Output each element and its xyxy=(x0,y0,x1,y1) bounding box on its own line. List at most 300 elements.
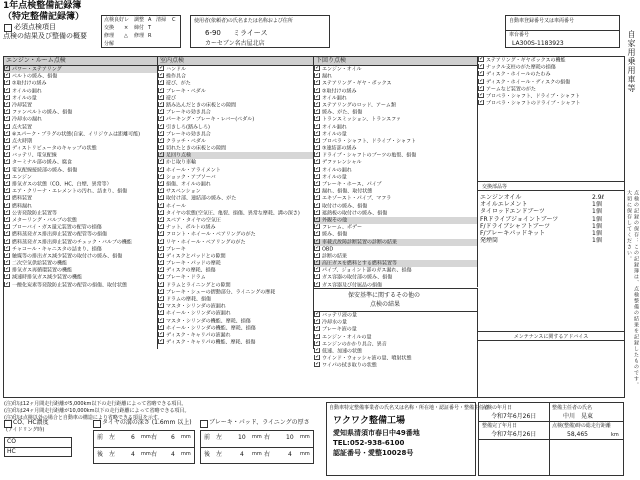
part-row xyxy=(480,208,622,215)
checklist-label: 一酸化炭素等発散防止装置の配管の損傷、取付状態 xyxy=(12,282,128,289)
checklist-label: スペア・タイヤの空気圧 xyxy=(166,217,221,224)
check-box[interactable]: ✓ xyxy=(159,317,165,323)
checklist-label: 操作具合 xyxy=(166,73,187,80)
dates-box xyxy=(478,402,624,476)
check-box[interactable]: ✓ xyxy=(315,281,321,287)
check-box[interactable]: ✓ xyxy=(315,326,321,332)
check-box[interactable]: ✓ xyxy=(5,260,11,266)
checklist-label: ブレーキ・パッドの摩耗 xyxy=(166,260,221,267)
checklist-row xyxy=(314,167,477,174)
check-box[interactable]: ✓ xyxy=(5,130,11,136)
check-box[interactable]: ✓ xyxy=(315,209,321,215)
inspect-date-label: 点検の年月日 xyxy=(482,405,513,411)
checklist-row xyxy=(158,102,313,109)
checklist-label: ガス容器の取付部の緩み、損傷 xyxy=(322,274,393,281)
check-box[interactable]: ✓ xyxy=(159,331,165,337)
checklist-row xyxy=(4,138,157,145)
check-box[interactable]: ✓ xyxy=(5,224,11,230)
checklist-row xyxy=(314,152,477,159)
checklist-row xyxy=(4,73,157,80)
checklist-label: ファンベルトの緩み、損傷 xyxy=(12,109,73,116)
shop-name: ワクワク整備工場 xyxy=(333,416,406,426)
check-box[interactable]: ✓ xyxy=(159,195,165,201)
checklist-label: 切れたときの床板との隙間 xyxy=(166,145,227,152)
check-box[interactable]: ✓ xyxy=(315,355,321,361)
checklist-row xyxy=(478,100,624,107)
checklist-row xyxy=(158,332,313,339)
front-label: 前 xyxy=(97,434,104,441)
right-label: 右 xyxy=(151,434,158,441)
checklist-label: ディスク・ホイール・ディスクの損傷 xyxy=(486,79,571,86)
left-label: 左 xyxy=(216,451,223,458)
check-box[interactable]: ✓ xyxy=(315,202,321,208)
check-box[interactable]: ✓ xyxy=(159,267,165,273)
checklist-label: ②取付けの緩み xyxy=(12,80,47,87)
check-box[interactable]: ✓ xyxy=(159,238,165,244)
checklist-label: ブレーキ・ペダル xyxy=(166,88,206,95)
underbody-header: 下回り点検 xyxy=(314,57,477,66)
legend-symbol: R xyxy=(148,33,152,39)
check-box[interactable]: ✓ xyxy=(315,80,321,86)
check-box[interactable]: ✓ xyxy=(159,296,165,301)
unit-label: mm xyxy=(141,451,151,457)
check-box[interactable]: ✓ xyxy=(5,216,11,222)
checklist-label: 診断の結果 xyxy=(322,253,348,260)
checklist-row xyxy=(314,174,477,181)
part-qty: 1個 xyxy=(592,208,602,216)
checklist-label: トランスミッション、トランスファ xyxy=(322,116,402,123)
checklist-row xyxy=(478,79,624,86)
checklist-row xyxy=(4,145,157,152)
part-name: FRドライブジョイントブーツ xyxy=(480,215,559,223)
check-box[interactable]: ✓ xyxy=(5,116,11,122)
check-box[interactable]: ✓ xyxy=(5,231,11,237)
check-box[interactable]: ✓ xyxy=(315,159,321,165)
part-row xyxy=(480,216,622,223)
checklist-row xyxy=(314,231,477,238)
check-box[interactable]: ✓ xyxy=(159,116,165,122)
check-box[interactable]: ✓ xyxy=(159,224,165,230)
check-box[interactable]: ✓ xyxy=(315,188,321,194)
checklist-row xyxy=(158,109,313,116)
check-box[interactable]: ✓ xyxy=(315,340,321,346)
check-box[interactable]: ✓ xyxy=(159,159,165,165)
shop-box xyxy=(326,402,490,476)
chassis-label: 車台番号 xyxy=(509,32,530,38)
check-box[interactable]: ✓ xyxy=(479,92,485,98)
checklist-label: エンジン・オイル xyxy=(322,66,362,73)
checklist-label: 高圧ガスを燃料とする燃料装置等 xyxy=(322,260,398,267)
checklist-label: ブレーキ・ドラム xyxy=(166,274,206,281)
checklist-label: エンジン・オイルの量 xyxy=(322,334,372,341)
checklist-label: タイヤの状態(空気圧、亀裂、損傷、異常な摩耗、溝の深さ) xyxy=(166,210,300,217)
check-box[interactable]: ✓ xyxy=(479,78,485,84)
check-box[interactable]: ✓ xyxy=(315,252,321,258)
check-box[interactable]: ✓ xyxy=(159,152,165,158)
safety-standard-line2: 点検の結果 xyxy=(370,301,401,308)
check-box[interactable]: ✓ xyxy=(315,145,321,151)
checklist-row xyxy=(4,224,157,231)
check-box[interactable]: ✓ xyxy=(5,173,11,179)
check-box[interactable]: ✓ xyxy=(5,73,11,79)
check-box[interactable]: ✓ xyxy=(315,94,321,100)
checklist-label: デファレンシャル xyxy=(322,159,362,166)
check-box[interactable]: ✓ xyxy=(5,87,11,93)
checklist-row xyxy=(4,217,157,224)
unit-label: mm xyxy=(300,451,310,457)
checklist-label: マスタ・シリンダの液漏れ xyxy=(166,303,226,310)
chassis-number: LA300S-1183923 xyxy=(512,40,564,47)
checklist-label: ホイール xyxy=(166,203,186,210)
check-box[interactable]: ✓ xyxy=(5,267,11,273)
checklist-label: ハンドル xyxy=(166,66,187,73)
check-box[interactable]: ✓ xyxy=(315,319,321,325)
shop-address: 愛知県清須市春日中49番地 xyxy=(333,429,420,437)
checklist-row xyxy=(4,102,157,109)
checklist-label: ③連結部の緩み xyxy=(322,145,357,152)
checklist-row xyxy=(158,124,313,131)
check-box[interactable]: ✓ xyxy=(315,181,321,186)
check-box[interactable]: ✓ xyxy=(159,231,165,237)
check-box[interactable]: ✓ xyxy=(5,137,11,143)
checklist-label: 緩み、がた、損傷 xyxy=(322,109,363,116)
check-box[interactable]: ✓ xyxy=(5,252,11,258)
check-box[interactable]: ✓ xyxy=(479,71,485,77)
check-box[interactable]: ✓ xyxy=(159,94,165,100)
check-box[interactable]: ✓ xyxy=(315,173,321,179)
checklist-row xyxy=(158,246,313,253)
checklist-label: チャコール・キャニスタの詰まり、損傷 xyxy=(12,246,102,253)
check-box[interactable]: ✓ xyxy=(315,166,321,172)
check-box[interactable]: ✓ xyxy=(5,159,11,165)
checklist-row xyxy=(4,159,157,166)
check-box[interactable]: ✓ xyxy=(315,137,321,143)
checklist-label: フロント・ホイール・ベアリングのがた xyxy=(166,231,256,238)
note-line: (注)印は24ヶ月間走行距離が10,000km以下の走行距離によって省略できる項目。 xyxy=(4,408,190,414)
check-box[interactable]: ✓ xyxy=(159,216,165,222)
check-box[interactable]: ✓ xyxy=(159,173,165,179)
checklist-row xyxy=(314,80,477,87)
complete-date-label: 整備完了年月日 xyxy=(482,423,518,429)
checklist-label: かじ取り車輪 xyxy=(166,159,197,166)
checklist-label: ショック・アブソーバ xyxy=(166,174,216,181)
checklist-label: ドラムの摩耗、損傷 xyxy=(166,296,211,303)
checklist-label: ブレーキ・シューの摺動部分、ライニングの摩耗 xyxy=(166,289,276,296)
checklist-row xyxy=(158,152,313,159)
check-box[interactable]: ✓ xyxy=(315,152,321,158)
check-box[interactable]: ✓ xyxy=(5,66,11,71)
checklist-row xyxy=(4,88,157,95)
shop-cert: 認証番号・愛整10028号 xyxy=(333,449,414,457)
check-box[interactable]: ✓ xyxy=(315,73,321,79)
right-label: 右 xyxy=(264,434,271,441)
check-box[interactable]: ✓ xyxy=(479,85,485,91)
check-box[interactable]: ✓ xyxy=(159,145,165,151)
checklist-label: ステアリングのロッド、アーム類 xyxy=(322,102,396,109)
checklist-label: 点火時期 xyxy=(12,138,33,145)
check-box[interactable]: ✓ xyxy=(315,109,321,115)
checklist-label: 損傷、オイルの漏れ xyxy=(166,181,211,188)
checklist-label: OBD xyxy=(322,246,334,253)
checklist-row xyxy=(4,167,157,174)
check-box[interactable]: ✓ xyxy=(315,66,321,71)
section-caption: 点検の結果及び整備の概要 xyxy=(3,32,87,40)
check-box[interactable]: ✓ xyxy=(5,145,11,151)
check-box[interactable]: ✓ xyxy=(5,202,11,208)
check-box[interactable]: ✓ xyxy=(5,166,11,172)
check-box[interactable]: ✓ xyxy=(315,238,321,244)
checklist-row xyxy=(158,203,313,210)
check-box[interactable]: ✓ xyxy=(159,252,165,258)
check-box[interactable]: ✓ xyxy=(5,238,11,244)
check-box[interactable]: ✓ xyxy=(315,130,321,136)
engine-room-header: エンジン・ルーム点検 xyxy=(4,57,157,66)
check-box[interactable]: ✓ xyxy=(5,109,11,115)
checklist-row xyxy=(314,88,477,95)
checklist-label: マスタ・シリンダの機能、摩耗、損傷 xyxy=(166,318,251,325)
checklist-label: ドライブ・シャフトのブーツの亀裂、損傷 xyxy=(322,152,417,159)
checklist-row xyxy=(4,95,157,102)
checklist-row xyxy=(314,224,477,231)
checklist-row xyxy=(4,174,157,181)
checklist-row xyxy=(158,88,313,95)
check-box[interactable]: ✓ xyxy=(315,245,321,251)
legend-item: 修理 xyxy=(104,33,115,39)
checklist-row xyxy=(158,231,313,238)
checklist-label: ブレーキ xyxy=(166,246,186,253)
check-box[interactable]: ✓ xyxy=(5,181,11,186)
check-box[interactable]: ✓ xyxy=(479,57,485,62)
checklist-label: 電気配線接続部の緩み、損傷 xyxy=(12,167,78,174)
check-box[interactable]: ✓ xyxy=(5,188,11,194)
checklist-label: ステアリング・ギヤ・ボックス xyxy=(322,80,392,87)
checklist-row xyxy=(314,66,477,73)
brake-rear-right: 4 xyxy=(288,451,292,458)
check-box[interactable]: ✓ xyxy=(479,100,485,106)
checklist-row xyxy=(478,64,624,71)
check-box[interactable]: ✓ xyxy=(5,245,11,251)
checklist-row xyxy=(314,210,477,217)
checklist-label: ホイール・シリンダの液漏れ xyxy=(166,310,231,317)
checklist-label: オイルの量 xyxy=(322,131,347,138)
checklist-label: 遊び xyxy=(166,95,177,102)
check-box[interactable]: ✓ xyxy=(159,310,165,316)
user-name-prefix: 6-90 xyxy=(205,29,221,37)
legend-item: 締付 xyxy=(134,25,145,31)
unit-label: mm xyxy=(300,434,310,440)
vehicle-info-box xyxy=(505,15,620,48)
checklist-row xyxy=(314,274,477,281)
checklist-row xyxy=(158,274,313,281)
check-box[interactable]: ✓ xyxy=(159,73,165,79)
check-box[interactable]: ✓ xyxy=(315,267,321,273)
checklist-label: ステアリング・ギヤボックスの機能 xyxy=(486,57,566,64)
part-qty: 1個 xyxy=(592,215,602,223)
checklist-label: パイプ、ジョイント部のガス漏れ、損傷 xyxy=(322,267,412,274)
check-box[interactable]: ✓ xyxy=(159,303,165,309)
checklist-row xyxy=(4,210,157,217)
odometer-label: 点検(整備)時の総走行距離 xyxy=(552,423,611,429)
check-box[interactable]: ✓ xyxy=(315,195,321,201)
checklist-row xyxy=(158,282,313,289)
checklist-row xyxy=(158,267,313,274)
checklist-label: ディスク・キャリパの機能、摩耗、損傷 xyxy=(166,339,256,346)
checklist-row xyxy=(4,203,157,210)
checklist-label: ウインド・ウォッシャ液の量、噴射状態 xyxy=(322,355,412,362)
check-box[interactable]: ✓ xyxy=(5,281,11,287)
checklist-row xyxy=(314,195,477,202)
checklist-label: 足回り点検 xyxy=(166,152,192,159)
checklist-row xyxy=(314,260,477,267)
odometer-unit: km xyxy=(611,432,619,438)
checklist-label: オイルの漏れ xyxy=(322,167,352,174)
checklist-label: 公害発散防止装置等 xyxy=(12,210,58,217)
checklist-label: ナックル支柱のがた摩耗の損傷 xyxy=(486,64,556,71)
legend-symbol: レ xyxy=(124,17,130,23)
checklist-row xyxy=(158,181,313,188)
check-box[interactable]: ✓ xyxy=(5,94,11,100)
part-row xyxy=(480,237,622,244)
unit-label: mm xyxy=(141,434,151,440)
rear-label: 後 xyxy=(97,451,104,458)
left-label: 左 xyxy=(216,434,223,441)
check-box[interactable]: ✓ xyxy=(159,181,165,186)
check-box[interactable]: ✓ xyxy=(159,260,165,266)
check-box[interactable]: ✓ xyxy=(315,347,321,353)
check-box[interactable]: ✓ xyxy=(315,87,321,93)
check-box[interactable]: ✓ xyxy=(315,274,321,280)
checklist-label: ブレーキ液の量 xyxy=(322,326,357,333)
checklist-row xyxy=(158,224,313,231)
check-box[interactable]: ✓ xyxy=(315,101,321,107)
co-hc-label: CO、HC濃度 xyxy=(13,419,49,426)
checklist-row xyxy=(158,95,313,102)
check-box[interactable]: ✓ xyxy=(315,312,321,317)
checklist-row xyxy=(314,188,477,195)
checklist-label: フレーム、ボデー xyxy=(322,224,362,231)
checklist-row xyxy=(4,188,157,195)
check-box[interactable]: ✓ xyxy=(159,123,165,129)
check-box[interactable]: ✓ xyxy=(159,137,165,143)
tire-depth-label: タイヤの溝の深さ (1.6mm 以上) xyxy=(102,419,192,426)
check-box[interactable]: ✓ xyxy=(159,101,165,107)
checklist-row xyxy=(314,131,477,138)
checklist-row xyxy=(158,195,313,202)
check-box[interactable]: ✓ xyxy=(159,87,165,93)
checklist-label: ナット、ボルトの緩み xyxy=(166,224,216,231)
check-box[interactable]: ✓ xyxy=(159,66,165,71)
check-box[interactable]: ✓ xyxy=(315,224,321,230)
check-box[interactable]: ✓ xyxy=(159,324,165,330)
checklist-label: パーキング・ブレーキ・レバー(ペダル) xyxy=(166,116,255,123)
check-box[interactable]: ✓ xyxy=(159,245,165,251)
check-box[interactable]: ✓ xyxy=(315,260,321,266)
checklist-label: 踏み込んだときの床板との隙間 xyxy=(166,102,237,109)
check-box[interactable]: ✓ xyxy=(315,362,321,368)
checklist-row xyxy=(478,93,624,100)
checklist-label: ②取付けの緩み xyxy=(322,88,357,95)
check-box[interactable]: ✓ xyxy=(159,281,165,287)
checklist-row xyxy=(314,116,477,123)
checklist-label: エア・クリーナ・エレメントの汚れ、詰まり、損傷 xyxy=(12,188,128,195)
required-item-label: 必須点検項目 xyxy=(14,23,56,31)
checklist-row xyxy=(158,318,313,325)
checklist-row xyxy=(4,116,157,123)
side-note: 点検の記録の保存：この記録簿は、点検整備の結果を記録したものです。大切に保存してください。 xyxy=(626,190,639,388)
checklist-label: ブレーキ・ホース、パイプ xyxy=(322,181,382,188)
check-box[interactable]: ✓ xyxy=(5,274,11,280)
checklist-row xyxy=(314,102,477,109)
checklist-label: プロペラ・シャフトのドライブ・シャフト xyxy=(486,100,581,107)
checklist-label: 漏れ、損傷、取付状態 xyxy=(322,188,373,195)
checklist-label: サスペンション xyxy=(166,188,201,195)
checklist-label: ブレーキの効き具合 xyxy=(166,109,211,116)
checklist-row xyxy=(4,282,157,289)
unit-label: mm xyxy=(252,434,262,440)
unit-label: mm xyxy=(181,434,191,440)
checklist-row xyxy=(158,116,313,123)
check-box[interactable]: ✓ xyxy=(159,109,165,115)
check-box[interactable]: ✓ xyxy=(159,274,165,280)
check-box[interactable]: ✓ xyxy=(5,80,11,86)
checklist-row xyxy=(158,217,313,224)
checklist-label: ディスク・キャリパの液漏れ xyxy=(166,332,231,339)
check-box[interactable]: ✓ xyxy=(315,216,321,222)
checklist-label: 外観その他 xyxy=(322,217,348,224)
checklist-row xyxy=(158,325,313,332)
check-box[interactable]: ✓ xyxy=(159,288,165,294)
checklist-label: ディスクとパッドとの隙間 xyxy=(166,253,226,260)
legend-item: 分解 xyxy=(104,41,115,47)
check-box[interactable]: ✓ xyxy=(315,231,321,237)
check-box[interactable]: ✓ xyxy=(159,130,165,136)
check-box[interactable]: ✓ xyxy=(315,116,321,122)
check-box[interactable]: ✓ xyxy=(5,195,11,201)
check-box[interactable]: ✓ xyxy=(315,123,321,129)
check-box[interactable]: ✓ xyxy=(159,80,165,86)
check-box[interactable]: ✓ xyxy=(5,209,11,215)
checklist-label: メターリング・バルブの状態 xyxy=(12,217,77,224)
check-box[interactable]: ✓ xyxy=(479,64,485,70)
checklist-label: 低速、加速の状態 xyxy=(322,348,363,355)
legend-symbol: A xyxy=(148,17,152,23)
check-box[interactable]: ✓ xyxy=(315,333,321,339)
check-box[interactable]: ✓ xyxy=(5,101,11,107)
checklist-row xyxy=(158,310,313,317)
part-name: エンジンオイル xyxy=(480,194,522,201)
check-box[interactable]: ✓ xyxy=(159,339,165,345)
check-box[interactable]: ✓ xyxy=(159,166,165,172)
checklist-label: ドラムとライニングとの隙間 xyxy=(166,282,231,289)
check-box[interactable]: ✓ xyxy=(159,202,165,208)
check-box[interactable]: ✓ xyxy=(5,123,11,129)
checklist-label: ブローバイ・ガス還元装置の配管の損傷 xyxy=(12,224,102,231)
brake-rear-left: 4 xyxy=(240,451,244,458)
checklist-label: 取付け部、連結部の緩み、がた xyxy=(166,195,237,202)
check-box[interactable]: ✓ xyxy=(159,209,165,215)
legend-symbol: × xyxy=(124,25,129,31)
side-strip xyxy=(626,30,639,190)
checklist-row xyxy=(314,109,477,116)
part-name: F/ドライブシャフトブーツ xyxy=(480,222,551,230)
check-box[interactable]: ✓ xyxy=(159,188,165,194)
check-box[interactable]: ✓ xyxy=(5,152,11,158)
document-subtitle: （特定整備記録簿） xyxy=(3,12,85,22)
legend-item: 修理 xyxy=(134,33,145,39)
checklist-label: 排気ガスの状態（CO、HC、白煙、異常等） xyxy=(12,181,112,188)
checklist-row xyxy=(158,145,313,152)
checklist-row xyxy=(158,239,313,246)
